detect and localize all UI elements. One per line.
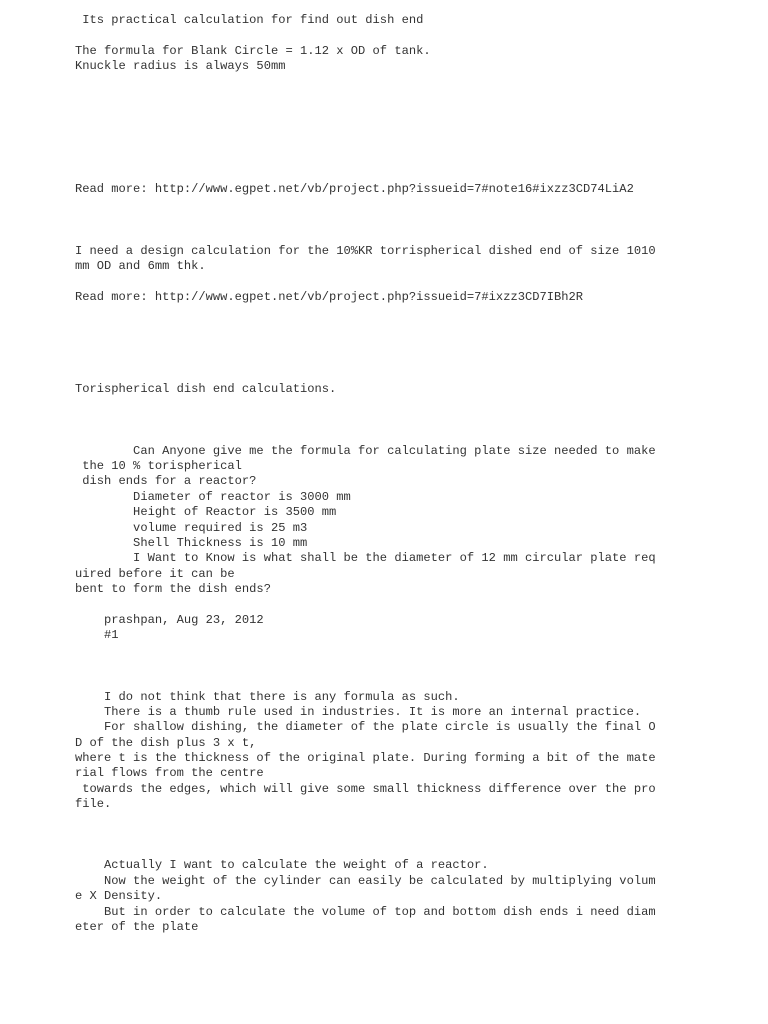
read-more-line: Read more: http://www.egpet.net/vb/project.php?issueid=7#ixzz3CD7IBh2R	[75, 290, 584, 304]
text-line: uired before it can be	[75, 567, 235, 581]
text-line: dish ends for a reactor?	[75, 474, 257, 488]
text-line: Now the weight of the cylinder can easily be calculated by multiplying volum	[75, 874, 656, 888]
text-line: volume required is 25 m3	[75, 521, 308, 535]
text-line: There is a thumb rule used in industries. It is more an internal practice.	[75, 705, 642, 719]
text-line: where t is the thickness of the original plate. During forming a bit of the mate	[75, 751, 656, 765]
text-line: I do not think that there is any formula as such.	[75, 690, 460, 704]
text-line: Height of Reactor is 3500 mm	[75, 505, 337, 519]
text-line: rial flows from the centre	[75, 766, 264, 780]
read-more-line: Read more: http://www.egpet.net/vb/project.php?issueid=7#note16#ixzz3CD74LiA2	[75, 182, 634, 196]
text-line: the 10 % torispherical	[75, 459, 242, 473]
text-line: I need a design calculation for the 10%KR torrispherical dished end of size 1010	[75, 244, 656, 258]
text-line: I Want to Know is what shall be the diameter of 12 mm circular plate req	[75, 551, 656, 565]
text-line: But in order to calculate the volume of top and bottom dish ends i need diam	[75, 905, 656, 919]
text-line: For shallow dishing, the diameter of the plate circle is usually the final O	[75, 720, 656, 734]
text-line: eter of the plate	[75, 920, 199, 934]
text-line: mm OD and 6mm thk.	[75, 259, 206, 273]
text-line: bent to form the dish ends?	[75, 582, 271, 596]
text-line: e X Density.	[75, 889, 163, 903]
heading-line: Its practical calculation for find out dish end	[75, 13, 424, 27]
text-line: D of the dish plus 3 x t,	[75, 736, 257, 750]
text-line: Actually I want to calculate the weight of a reactor.	[75, 858, 489, 872]
post-author-line: prashpan, Aug 23, 2012	[75, 613, 264, 627]
text-line: The formula for Blank Circle = 1.12 x OD of tank.	[75, 44, 431, 58]
text-line: Shell Thickness is 10 mm	[75, 536, 308, 550]
post-number-line: #1	[75, 628, 119, 642]
text-line: file.	[75, 797, 112, 811]
text-line: towards the edges, which will give some small thickness difference over the pro	[75, 782, 656, 796]
text-line: Knuckle radius is always 50mm	[75, 59, 286, 73]
text-line: Diameter of reactor is 3000 mm	[75, 490, 351, 504]
text-line: Can Anyone give me the formula for calculating plate size needed to make	[75, 444, 656, 458]
section-title: Torispherical dish end calculations.	[75, 382, 337, 396]
